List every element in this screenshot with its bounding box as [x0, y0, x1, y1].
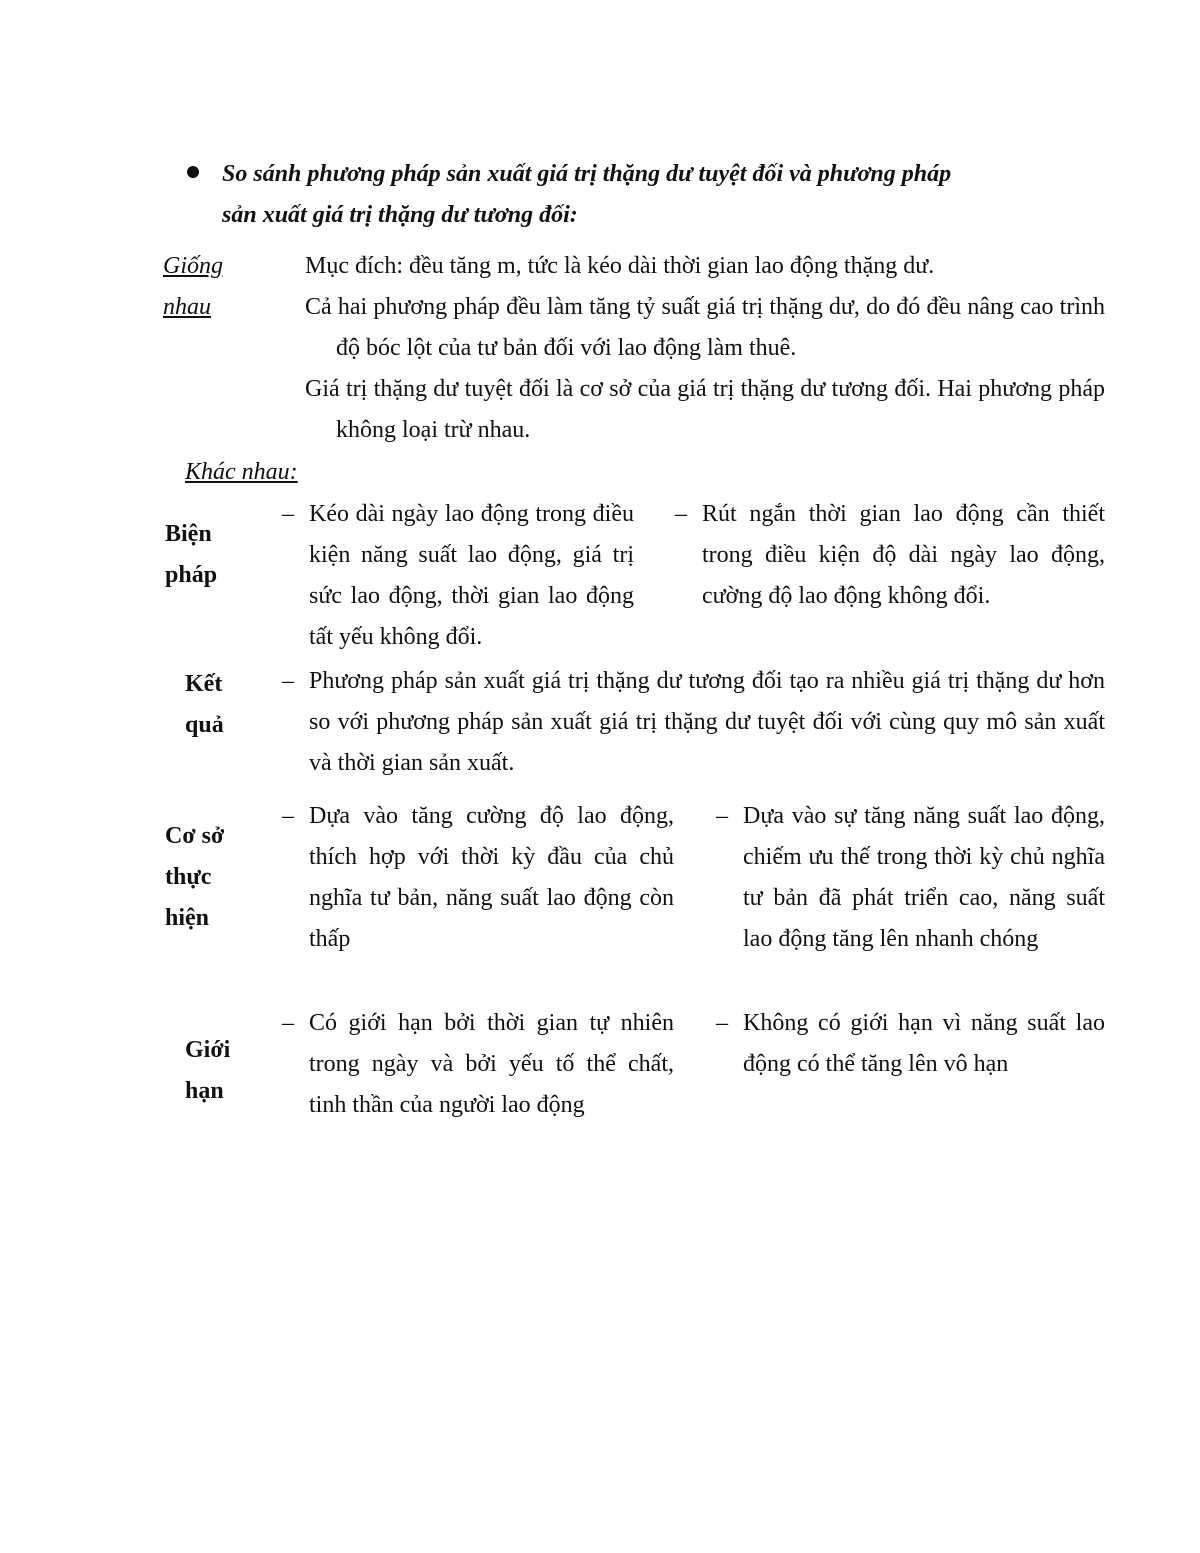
different-label: Khác nhau:	[185, 459, 298, 485]
row-label-measures	[165, 514, 217, 596]
similar-label	[163, 246, 253, 328]
row-label-line: Kết	[185, 671, 223, 697]
row-label-line: pháp	[165, 562, 218, 588]
dash-bullet: –	[282, 803, 294, 829]
heading-line-2: sản xuất giá trị thặng dư tương đối:	[222, 202, 578, 228]
bullet-icon	[187, 166, 199, 178]
similar-label-line-1: Giống	[163, 253, 223, 279]
results-text: Phương pháp sản xuất giá trị thặng dư tương đối tạo ra nhiều giá trị thặng dư hơn so với phương pháp sản xuất giá trị thặng dư tuyệt đối với cùng quy mô sản xuất và thời gian sản xuất.	[309, 668, 1105, 776]
basis-relative-text: Dựa vào sự tăng năng suất lao động, chiếm ưu thế trong thời kỳ chủ nghĩa tư bản đã phát triển cao, năng suất lao động tăng lên nhanh chóng	[743, 803, 1105, 952]
row-label-line: Giới	[185, 1037, 231, 1063]
similar-point: Mục đích: đều tăng m, tức là kéo dài thời gian lao động thặng dư.	[305, 253, 935, 279]
row-label-line: hiện	[165, 905, 210, 931]
basis-absolute-text: Dựa vào tăng cường độ lao động, thích hợp với thời kỳ đầu của chủ nghĩa tư bản, năng suất lao động còn thấp	[309, 803, 674, 952]
row-label-line: thực	[165, 864, 212, 890]
row-label-line: quả	[185, 712, 224, 738]
row-label-line: hạn	[185, 1078, 224, 1104]
similar-point: Giá trị thặng dư tuyệt đối là cơ sở của giá trị thặng dư tương đối. Hai phương pháp không loại trừ nhau.	[305, 376, 1105, 443]
row-label-line: Cơ sở	[165, 823, 225, 849]
measures-absolute-text: Kéo dài ngày lao động trong điều kiện năng suất lao động, giá trị sức lao động, thời gian lao động tất yếu không đổi.	[309, 501, 634, 650]
limits-relative-text: Không có giới hạn vì năng suất lao động có thể tăng lên vô hạn	[743, 1010, 1105, 1077]
dash-bullet: –	[282, 501, 294, 527]
heading-line-1: So sánh phương pháp sản xuất giá trị thặng dư tuyệt đối và phương pháp	[222, 161, 952, 187]
dash-bullet: –	[716, 803, 728, 829]
row-label-basis	[165, 816, 224, 939]
section-heading	[222, 154, 1102, 236]
similar-label-line-2: nhau	[163, 294, 211, 320]
similar-point: Cả hai phương pháp đều làm tăng tỷ suất giá trị thặng dư, do đó đều nâng cao trình độ bóc lột của tư bản đối với lao động làm thuê.	[305, 294, 1105, 361]
dash-bullet: –	[716, 1010, 728, 1036]
similar-points	[305, 246, 1105, 451]
row-label-line: Biện	[165, 521, 212, 547]
row-label-limits	[185, 1030, 230, 1112]
dash-bullet: –	[282, 1010, 294, 1036]
limits-absolute-text: Có giới hạn bởi thời gian tự nhiên trong ngày và bởi yếu tố thể chất, tinh thần của người lao động	[309, 1010, 674, 1118]
dash-bullet: –	[282, 668, 294, 694]
dash-bullet: –	[675, 501, 687, 527]
measures-relative-text: Rút ngắn thời gian lao động cần thiết trong điều kiện độ dài ngày lao động, cường độ lao động không đổi.	[702, 501, 1105, 609]
row-label-results	[185, 664, 224, 746]
